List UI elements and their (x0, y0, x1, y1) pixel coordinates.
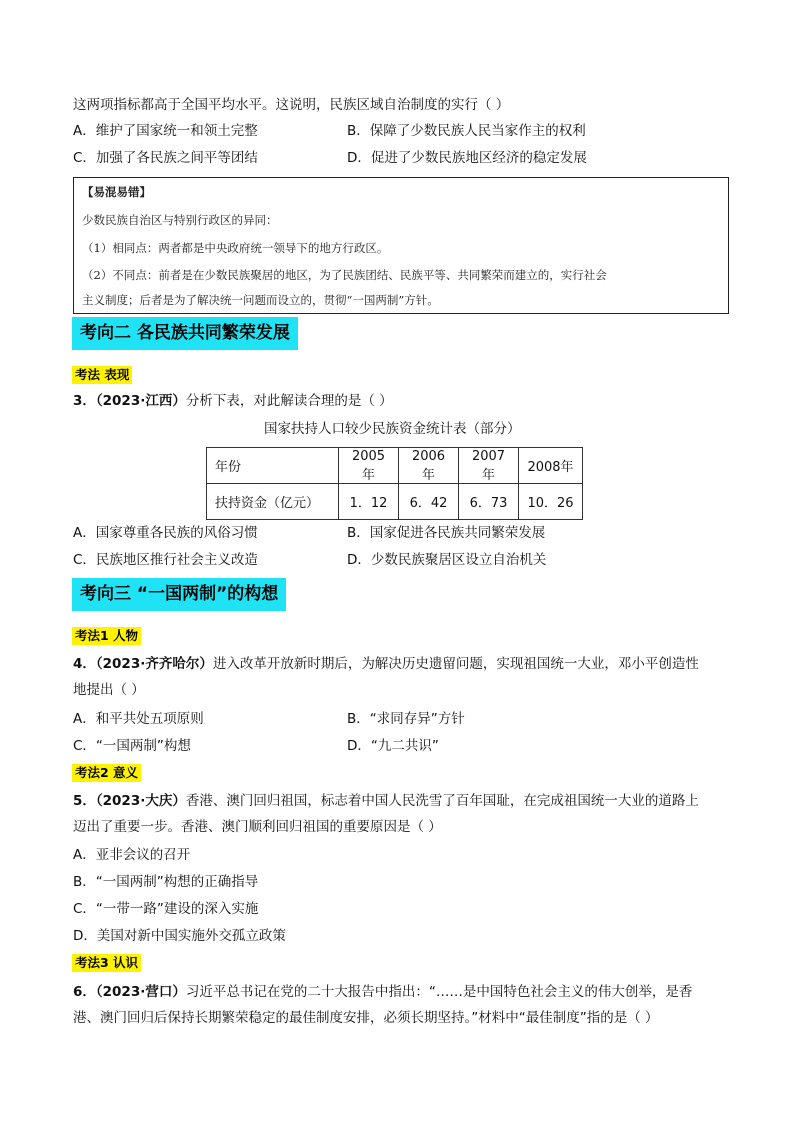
note-line-2: （1）相同点：两者都是中央政府统一领导下的地方行政区。 (82, 241, 389, 255)
section2-tag: 考法 表现 (72, 366, 132, 384)
table-row-label: 扶持资金（亿元） (207, 484, 339, 520)
table-row (207, 484, 583, 520)
section3-tag-3: 考法3 认识 (72, 954, 141, 972)
q4-stem-1: 进入改革开放新时期后，为解决历史遗留问题，实现祖国统一大业，邓小平创造性 (212, 656, 699, 672)
note-title: 【易混易错】 (82, 185, 151, 199)
q5-source: 5．（2023·大庆） (73, 793, 186, 809)
q2-option-b[interactable]: B．保障了少数民族人民当家作主的权利 (347, 123, 586, 139)
q4-option-b[interactable]: B．“求同存异”方针 (347, 711, 465, 727)
q4-option-c[interactable]: C．“一国两制”构想 (73, 738, 191, 754)
q4-stem-2: 地提出（ ） (73, 682, 145, 698)
section3-tag-1: 考法1 人物 (72, 627, 141, 645)
q2-option-d[interactable]: D．促进了少数民族地区经济的稳定发展 (347, 150, 587, 166)
section3-banner: 考向三 “一国两制”的构想 (72, 578, 286, 611)
q6-stem-1: 习近平总书记在党的二十大报告中指出：“……是中国特色社会主义的伟大创举，是香 (185, 984, 693, 1000)
q3-option-c[interactable]: C．民族地区推行社会主义改造 (73, 552, 258, 568)
q4-option-a[interactable]: A．和平共处五项原则 (73, 711, 204, 727)
q2-stem-tail: 这两项指标都高于全国平均水平。这说明，民族区域自治制度的实行（ ） (73, 97, 510, 113)
note-line-3: （2）不同点：前者是在少数民族聚居的地区，为了民族团结、民族平等、共同繁荣而建立的，实行社会 (82, 268, 607, 282)
table-cell-2007: 6．73 (459, 484, 519, 520)
q5-option-d[interactable]: D．美国对新中国实施外交孤立政策 (73, 928, 286, 944)
q3-option-d[interactable]: D．少数民族聚居区设立自治机关 (347, 552, 547, 568)
q5-stem-1: 香港、澳门回归祖国，标志着中国人民洗雪了百年国耻，在完成祖国统一大业的道路上 (185, 793, 699, 809)
q5-stem-2: 迈出了重要一步。香港、澳门顺利回归祖国的重要原因是（ ） (73, 819, 442, 835)
q3-source: 3．（2023·江西） (73, 393, 186, 409)
table-header-year: 年份 (207, 448, 339, 484)
note-line-4: 主义制度；后者是为了解决统一问题而设立的，贯彻“一国两制”方针。 (82, 293, 439, 307)
q3-data-table (206, 447, 583, 520)
note-line-1: 少数民族自治区与特别行政区的异同： (82, 213, 278, 227)
q6-source: 6．（2023·营口） (73, 984, 186, 1000)
q4-line-1 (73, 655, 699, 673)
table-header-2006: 2006年 (399, 448, 459, 484)
q6-line-1 (73, 983, 692, 1001)
q3-table-title: 国家扶持人口较少民族资金统计表（部分） (264, 421, 521, 437)
table-header-2005: 2005年 (339, 448, 399, 484)
q6-stem-2: 港、澳门回归后保持长期繁荣稳定的最佳制度安排，必须长期坚持。”材料中“最佳制度”指的是（ ） (73, 1010, 659, 1026)
q5-option-b[interactable]: B．“一国两制”构想的正确指导 (73, 874, 259, 890)
table-header-2007: 2007年 (459, 448, 519, 484)
q2-option-a[interactable]: A．维护了国家统一和领土完整 (73, 123, 258, 139)
confusion-note-box (73, 177, 729, 314)
q3-stem: 分析下表，对此解读合理的是（ ） (185, 393, 393, 409)
q2-option-c[interactable]: C．加强了各民族之间平等团结 (73, 150, 258, 166)
q5-option-a[interactable]: A．亚非会议的召开 (73, 847, 191, 863)
table-cell-2006: 6．42 (399, 484, 459, 520)
table-header-2008: 2008年 (519, 448, 583, 484)
table-cell-2005: 1．12 (339, 484, 399, 520)
q4-option-d[interactable]: D．“九二共识” (347, 738, 439, 754)
q5-line-1 (73, 792, 699, 810)
q4-source: 4．（2023·齐齐哈尔） (73, 656, 213, 672)
table-cell-2008: 10．26 (519, 484, 583, 520)
table-row (207, 448, 583, 484)
q3-option-a[interactable]: A．国家尊重各民族的风俗习惯 (73, 525, 258, 541)
section2-banner: 考向二 各民族共同繁荣发展 (72, 317, 298, 350)
q3-line (73, 392, 393, 410)
section3-tag-2: 考法2 意义 (72, 764, 141, 782)
q5-option-c[interactable]: C．“一带一路”建设的深入实施 (73, 901, 259, 917)
q3-option-b[interactable]: B．国家促进各民族共同繁荣发展 (347, 525, 546, 541)
